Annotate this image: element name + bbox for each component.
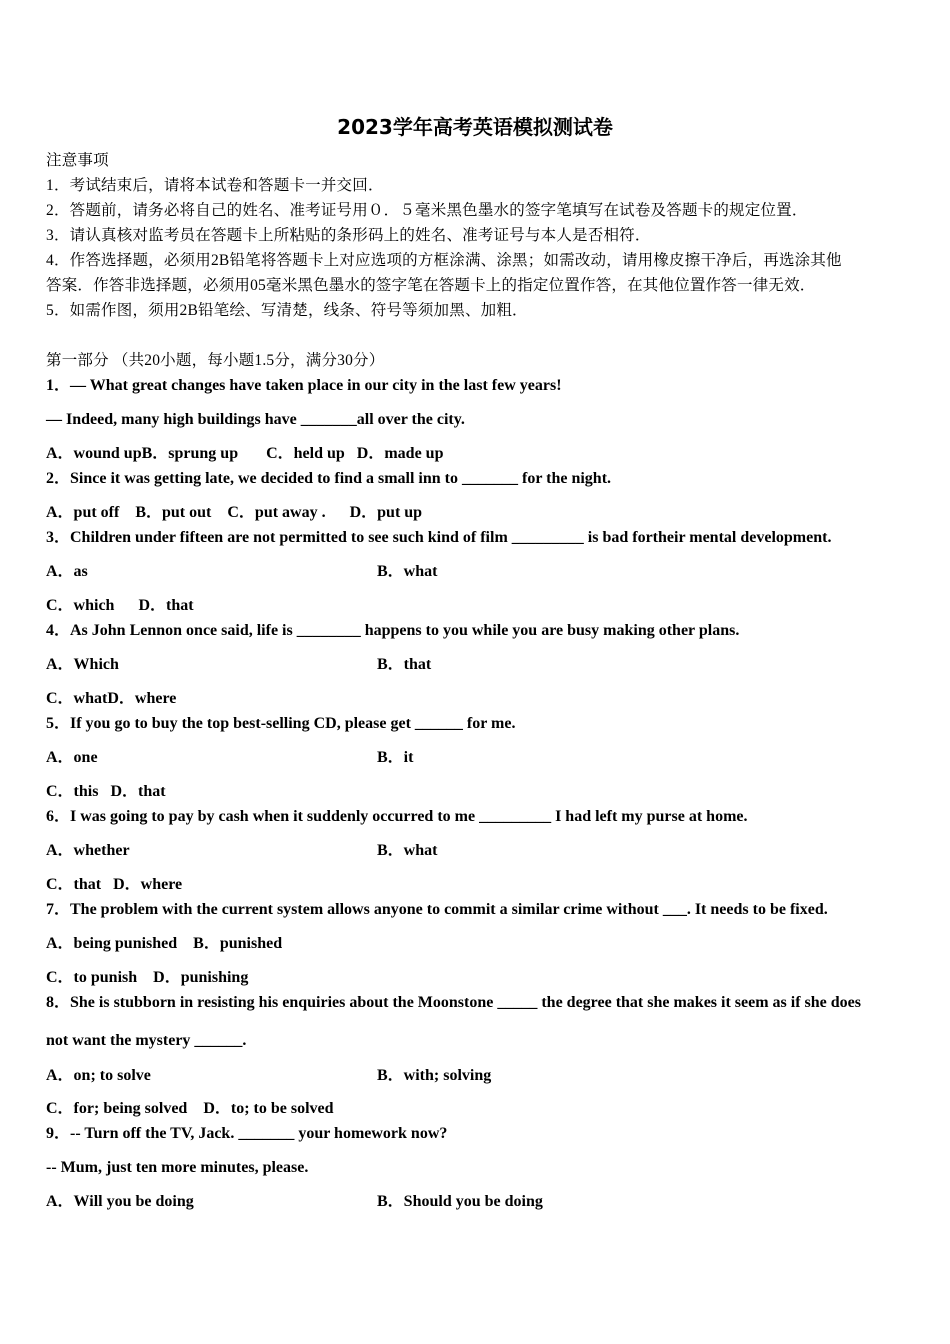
option-cd: C．whatD．where bbox=[46, 690, 177, 707]
option-cd: C．for; being solved D．to; to be solved bbox=[46, 1100, 334, 1117]
option-b: B．Should you be doing bbox=[377, 1193, 543, 1210]
notice-heading: 注意事项 bbox=[46, 152, 109, 169]
notice-item: 答案．作答非选择题，必须用05毫米黑色墨水的签字笔在答题卡上的指定位置作答，在其他位置作答一律无效． bbox=[46, 277, 816, 294]
question-stem: 3．Children under fifteen are not permitted to see such kind of film _________ is bad fortheir mental development. bbox=[46, 529, 832, 546]
option-ab: A．being punished B．punished bbox=[46, 935, 283, 952]
option-cd: C．that D．where bbox=[46, 876, 183, 893]
option-cd: C．to punish D．punishing bbox=[46, 969, 249, 986]
question-stem: 8．She is stubborn in resisting his enquiries about the Moonstone _____ the degree that she makes it seem as if she does bbox=[46, 994, 862, 1011]
notice-item: 2．答题前，请务必将自己的姓名、准考证号用０．５毫米黑色墨水的签字笔填写在试卷及答题卡的规定位置． bbox=[46, 202, 808, 219]
notice-item: 1．考试结束后，请将本试卷和答题卡一并交回． bbox=[46, 177, 384, 194]
question-options: A．put off B．put out C．put away . D．put up bbox=[46, 504, 423, 521]
question-stem: 1．— What great changes have taken place in our city in the last few years! bbox=[46, 377, 562, 394]
option-a: A．one bbox=[46, 749, 98, 766]
question-stem: 5．If you go to buy the top best-selling CD, please get ______ for me. bbox=[46, 715, 516, 732]
section-heading: 第一部分 （共20小题，每小题1.5分，满分30分） bbox=[46, 352, 385, 369]
question-stem: 9．-- Turn off the TV, Jack. _______ your homework now? bbox=[46, 1125, 448, 1142]
question-stem: 7．The problem with the current system allows anyone to commit a similar crime without ___. It needs to be fixed. bbox=[46, 901, 828, 918]
option-a: A．Will you be doing bbox=[46, 1193, 194, 1210]
option-cd: C．which D．that bbox=[46, 597, 194, 614]
option-a: A．on; to solve bbox=[46, 1067, 151, 1084]
question-stem: 2．Since it was getting late, we decided to find a small inn to _______ for the night. bbox=[46, 470, 612, 487]
notice-item: 3．请认真核对监考员在答题卡上所粘贴的条形码上的姓名、准考证号与本人是否相符． bbox=[46, 227, 651, 244]
option-cd: C．this D．that bbox=[46, 783, 166, 800]
notice-item: 5．如需作图，须用2B铅笔绘、写清楚，线条、符号等须加黑、加粗． bbox=[46, 302, 528, 319]
question-stem: not want the mystery ______. bbox=[46, 1032, 247, 1049]
page-title: 2023学年高考英语模拟测试卷 bbox=[337, 115, 613, 139]
option-b: B．it bbox=[377, 749, 414, 766]
question-stem: -- Mum, just ten more minutes, please. bbox=[46, 1159, 309, 1176]
option-a: A．as bbox=[46, 563, 88, 580]
question-stem: — Indeed, many high buildings have _______all over the city. bbox=[46, 411, 465, 428]
option-b: B．that bbox=[377, 656, 432, 673]
option-a: A．Which bbox=[46, 656, 119, 673]
question-stem: 4．As John Lennon once said, life is ________ happens to you while you are busy making other plans. bbox=[46, 622, 740, 639]
question-options: A．wound upB．sprung up C．held up D．made up bbox=[46, 445, 444, 462]
option-a: A．whether bbox=[46, 842, 130, 859]
option-b: B．what bbox=[377, 563, 438, 580]
notice-item: 4．作答选择题，必须用2B铅笔将答题卡上对应选项的方框涂满、涂黑；如需改动，请用橡皮擦干净后，再选涂其他 bbox=[46, 252, 842, 269]
option-b: B．what bbox=[377, 842, 438, 859]
option-b: B．with; solving bbox=[377, 1067, 492, 1084]
question-stem: 6．I was going to pay by cash when it suddenly occurred to me _________ I had left my purse at home. bbox=[46, 808, 748, 825]
